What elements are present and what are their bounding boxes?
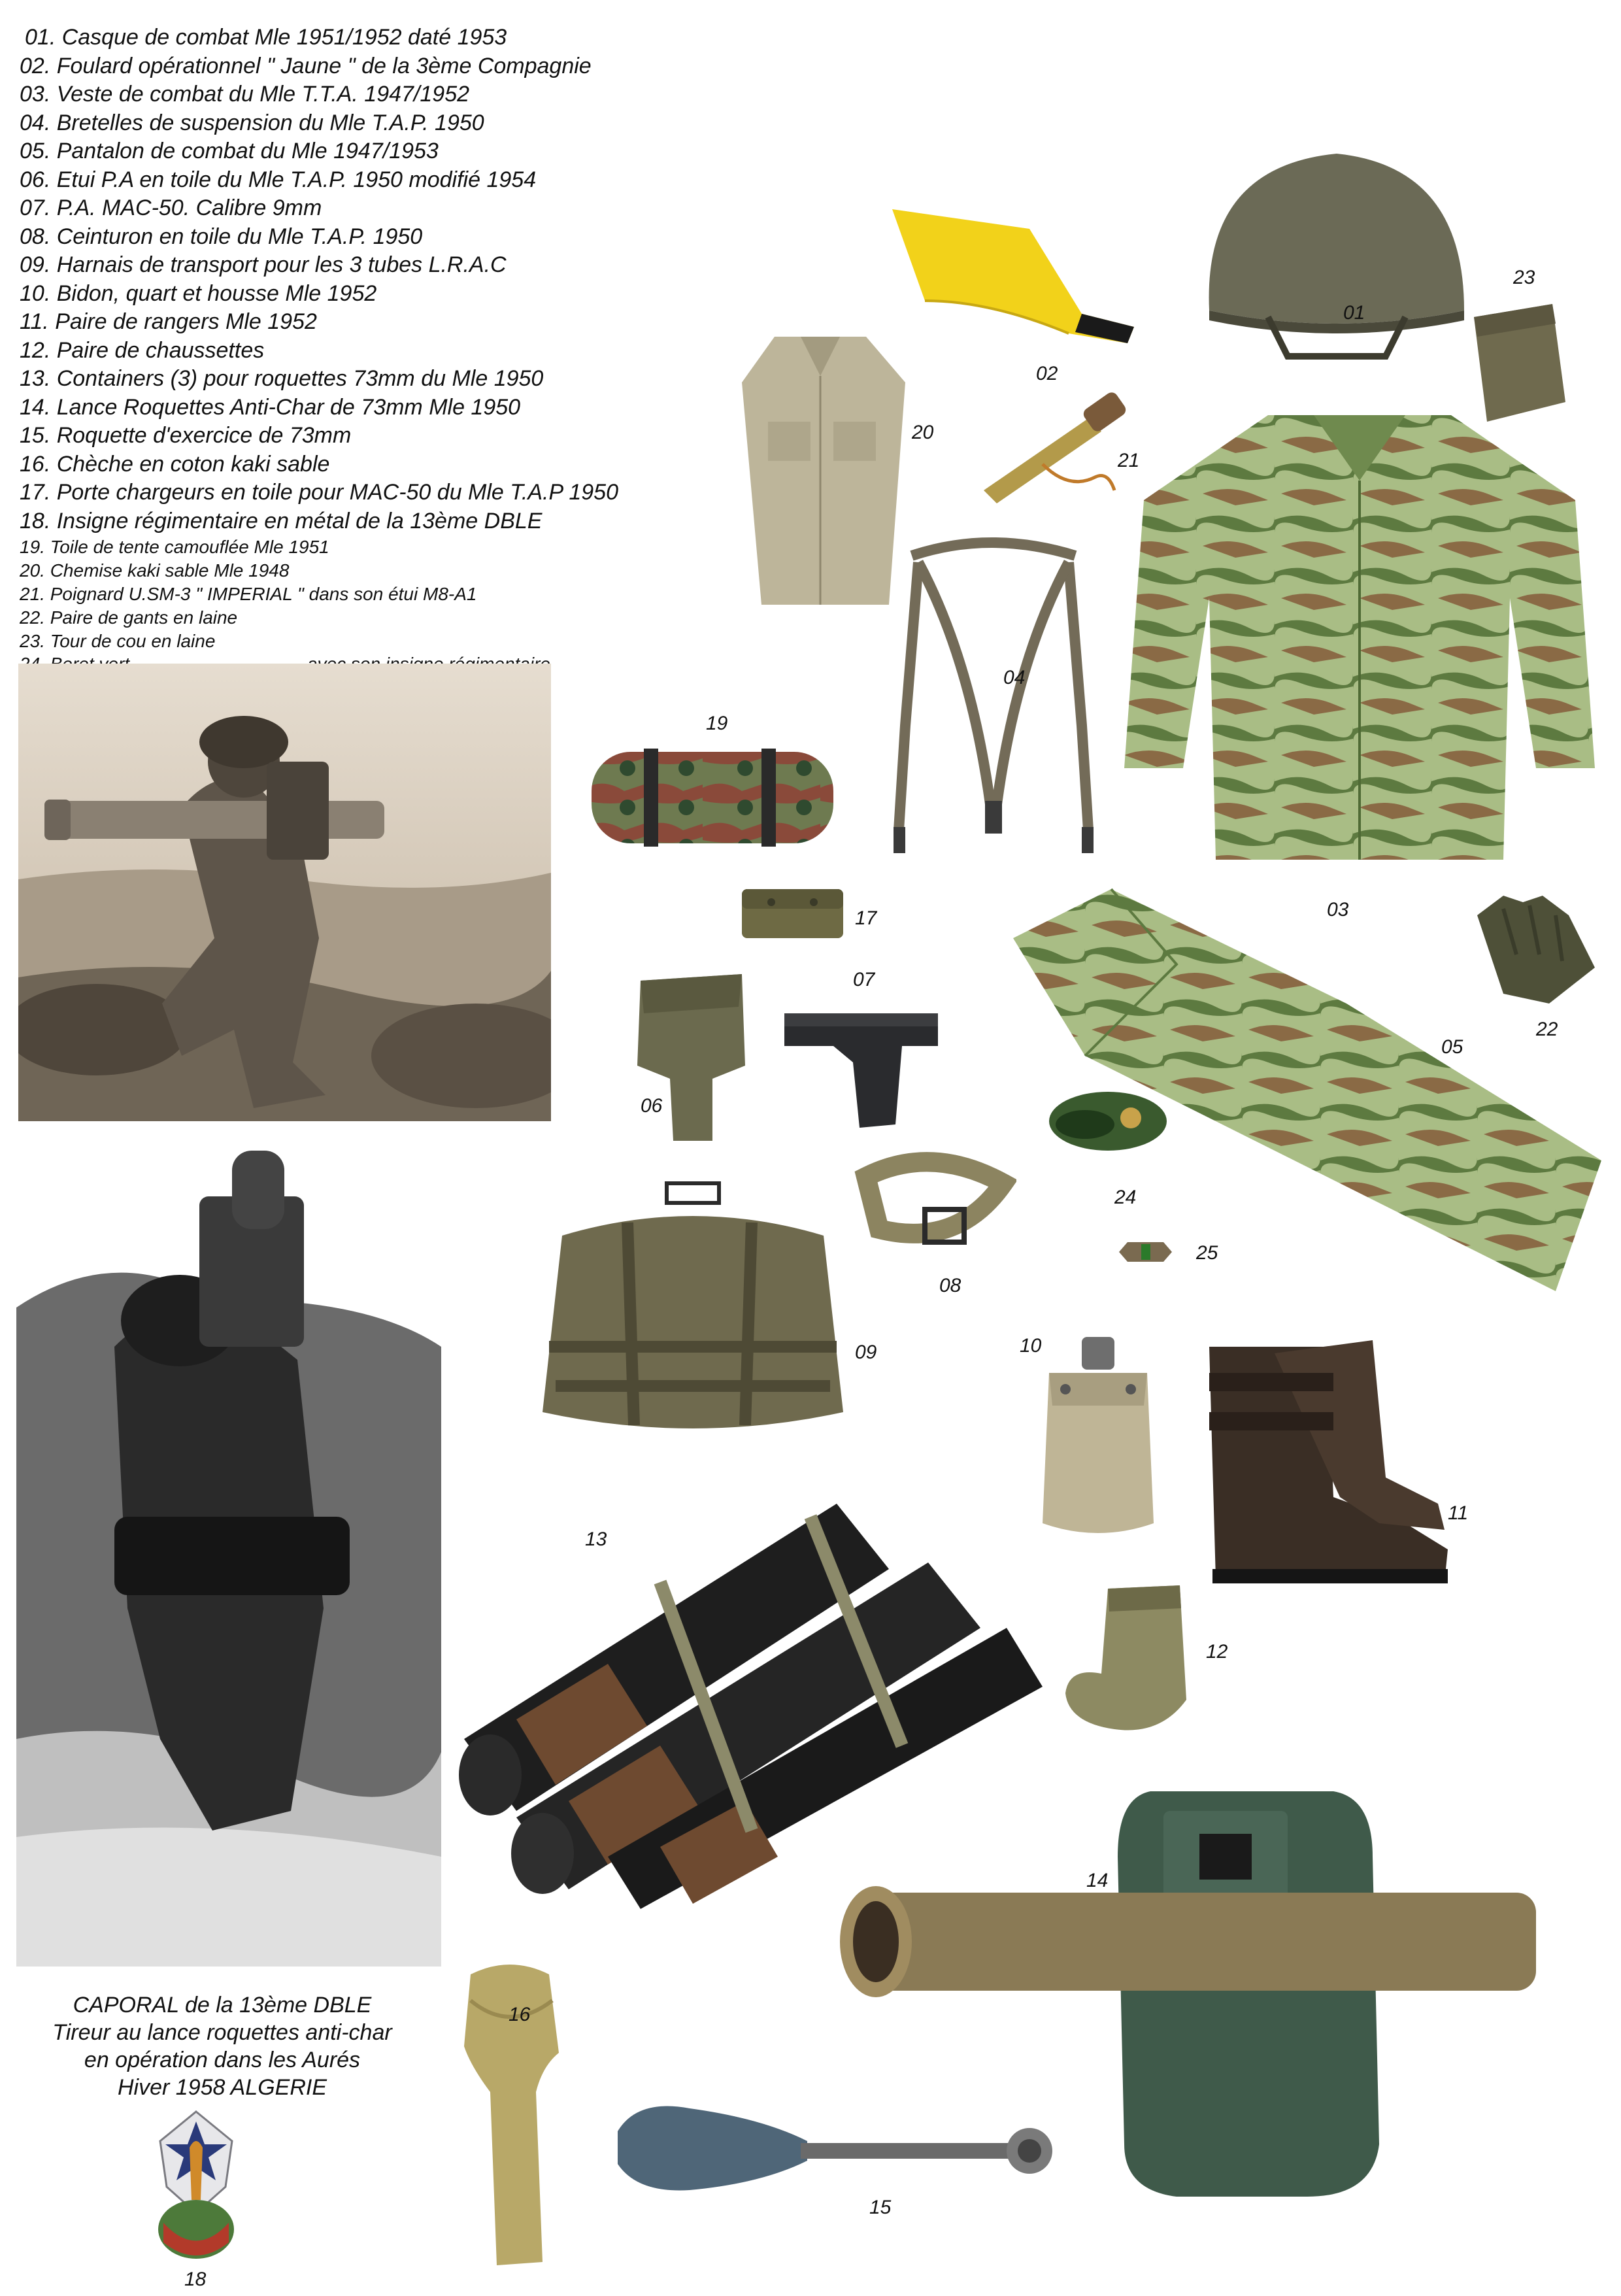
- beret-image: [1046, 1085, 1170, 1157]
- label-07: 07: [853, 969, 875, 990]
- helmet-image: [1190, 141, 1484, 363]
- harness-image: [536, 1177, 850, 1451]
- item-12: 12. Paire de chaussettes: [20, 337, 265, 363]
- gloves-image: [1464, 889, 1605, 1010]
- item-11: 11. Paire de rangers Mle 1952: [20, 309, 317, 334]
- label-15: 15: [869, 2197, 892, 2218]
- item-15: 15. Roquette d'exercice de 73mm: [20, 423, 352, 448]
- label-17: 17: [855, 907, 877, 929]
- label-01: 01: [1343, 302, 1365, 324]
- photo-standing-soldier: [16, 1151, 441, 1967]
- label-12: 12: [1206, 1641, 1228, 1663]
- label-25: 25: [1196, 1242, 1218, 1264]
- item-list: [20, 24, 618, 653]
- label-18: 18: [184, 2269, 207, 2290]
- photo-caption: [13, 1991, 431, 2101]
- label-06: 06: [641, 1095, 663, 1117]
- item-16: 16. Chèche en coton kaki sable: [20, 451, 330, 477]
- label-20: 20: [912, 422, 934, 443]
- photo-kneeling-soldier: [18, 664, 551, 1121]
- magazine-pouch-image: [739, 883, 846, 941]
- item-19: 19. Toile de tente camouflée Mle 1951: [20, 537, 329, 557]
- label-19: 19: [706, 713, 728, 734]
- holster-image: [627, 968, 755, 1144]
- socks-image: [1056, 1582, 1193, 1739]
- item-23: 23. Tour de cou en laine: [20, 631, 216, 651]
- regimental-insignia-image: [154, 2108, 239, 2265]
- caption-line-2: Tireur au lance roquettes anti-char: [52, 2020, 392, 2045]
- item-07: 07. P.A. MAC-50. Calibre 9mm: [20, 195, 322, 220]
- item-05: 05. Pantalon de combat du Mle 1947/1953: [20, 139, 439, 163]
- label-03: 03: [1327, 899, 1349, 920]
- rank-patch-image: [1118, 1239, 1173, 1265]
- label-14: 14: [1086, 1870, 1109, 1891]
- item-14: 14. Lance Roquettes Anti-Char de 73mm Mle 1950: [20, 394, 521, 420]
- item-10: 10. Bidon, quart et housse Mle 1952: [20, 280, 377, 306]
- label-04: 04: [1003, 667, 1026, 688]
- label-16: 16: [509, 2004, 531, 2025]
- label-21: 21: [1118, 450, 1140, 471]
- item-09: 09. Harnais de transport pour les 3 tubes L.R.A.C: [20, 252, 507, 277]
- item-04: 04. Bretelles de suspension du Mle T.A.P. 1950: [20, 110, 484, 135]
- label-22: 22: [1536, 1019, 1558, 1040]
- caption-line-4: Hiver 1958 ALGERIE: [118, 2075, 327, 2100]
- caption-line-3: en opération dans les Aurés: [84, 2048, 361, 2072]
- item-06: 06. Etui P.A en toile du Mle T.A.P. 1950 modifié 1954: [20, 167, 537, 192]
- belt-image: [853, 1138, 1016, 1262]
- item-20: 20. Chemise kaki sable Mle 1948: [20, 560, 290, 581]
- yellow-scarf-image: [886, 203, 1141, 346]
- boots-image: [1190, 1334, 1451, 1589]
- label-11: 11: [1448, 1502, 1469, 1524]
- item-13: 13. Containers (3) pour roquettes 73mm du Mle 1950: [20, 366, 544, 391]
- label-24: 24: [1114, 1187, 1137, 1208]
- label-05: 05: [1441, 1036, 1463, 1058]
- label-23: 23: [1513, 267, 1535, 288]
- label-10: 10: [1020, 1335, 1042, 1357]
- item-18: 18. Insigne régimentaire en métal de la 13ème DBLE: [20, 508, 543, 533]
- suspenders-image: [860, 530, 1128, 883]
- item-22: 22. Paire de gants en laine: [20, 607, 238, 628]
- item-01: 01. Casque de combat Mle 1951/1952 daté 1953: [25, 25, 507, 50]
- item-17: 17. Porte chargeurs en toile pour MAC-50 du Mle T.A.P 1950: [20, 480, 618, 505]
- item-08: 08. Ceinturon en toile du Mle T.A.P. 1950: [20, 224, 423, 249]
- camo-jacket-image: [1118, 402, 1601, 873]
- item-21: 21. Poignard U.SM-3 " IMPERIAL " dans son étui M8-A1: [20, 584, 477, 604]
- canteen-image: [1036, 1334, 1160, 1543]
- item-02: 02. Foulard opérationnel " Jaune " de la 3ème Compagnie: [20, 53, 592, 78]
- item-03: 03. Veste de combat du Mle T.T.A. 1947/1952: [20, 82, 470, 107]
- tent-roll-image: [585, 739, 840, 856]
- knife-image: [977, 392, 1134, 510]
- caption-line-1: CAPORAL de la 13ème DBLE: [73, 1993, 372, 2017]
- label-13: 13: [585, 1528, 607, 1550]
- label-02: 02: [1036, 363, 1058, 384]
- label-08: 08: [939, 1275, 961, 1296]
- practice-rocket-image: [611, 2092, 1062, 2203]
- label-09: 09: [855, 1342, 877, 1363]
- pistol-image: [781, 1007, 944, 1131]
